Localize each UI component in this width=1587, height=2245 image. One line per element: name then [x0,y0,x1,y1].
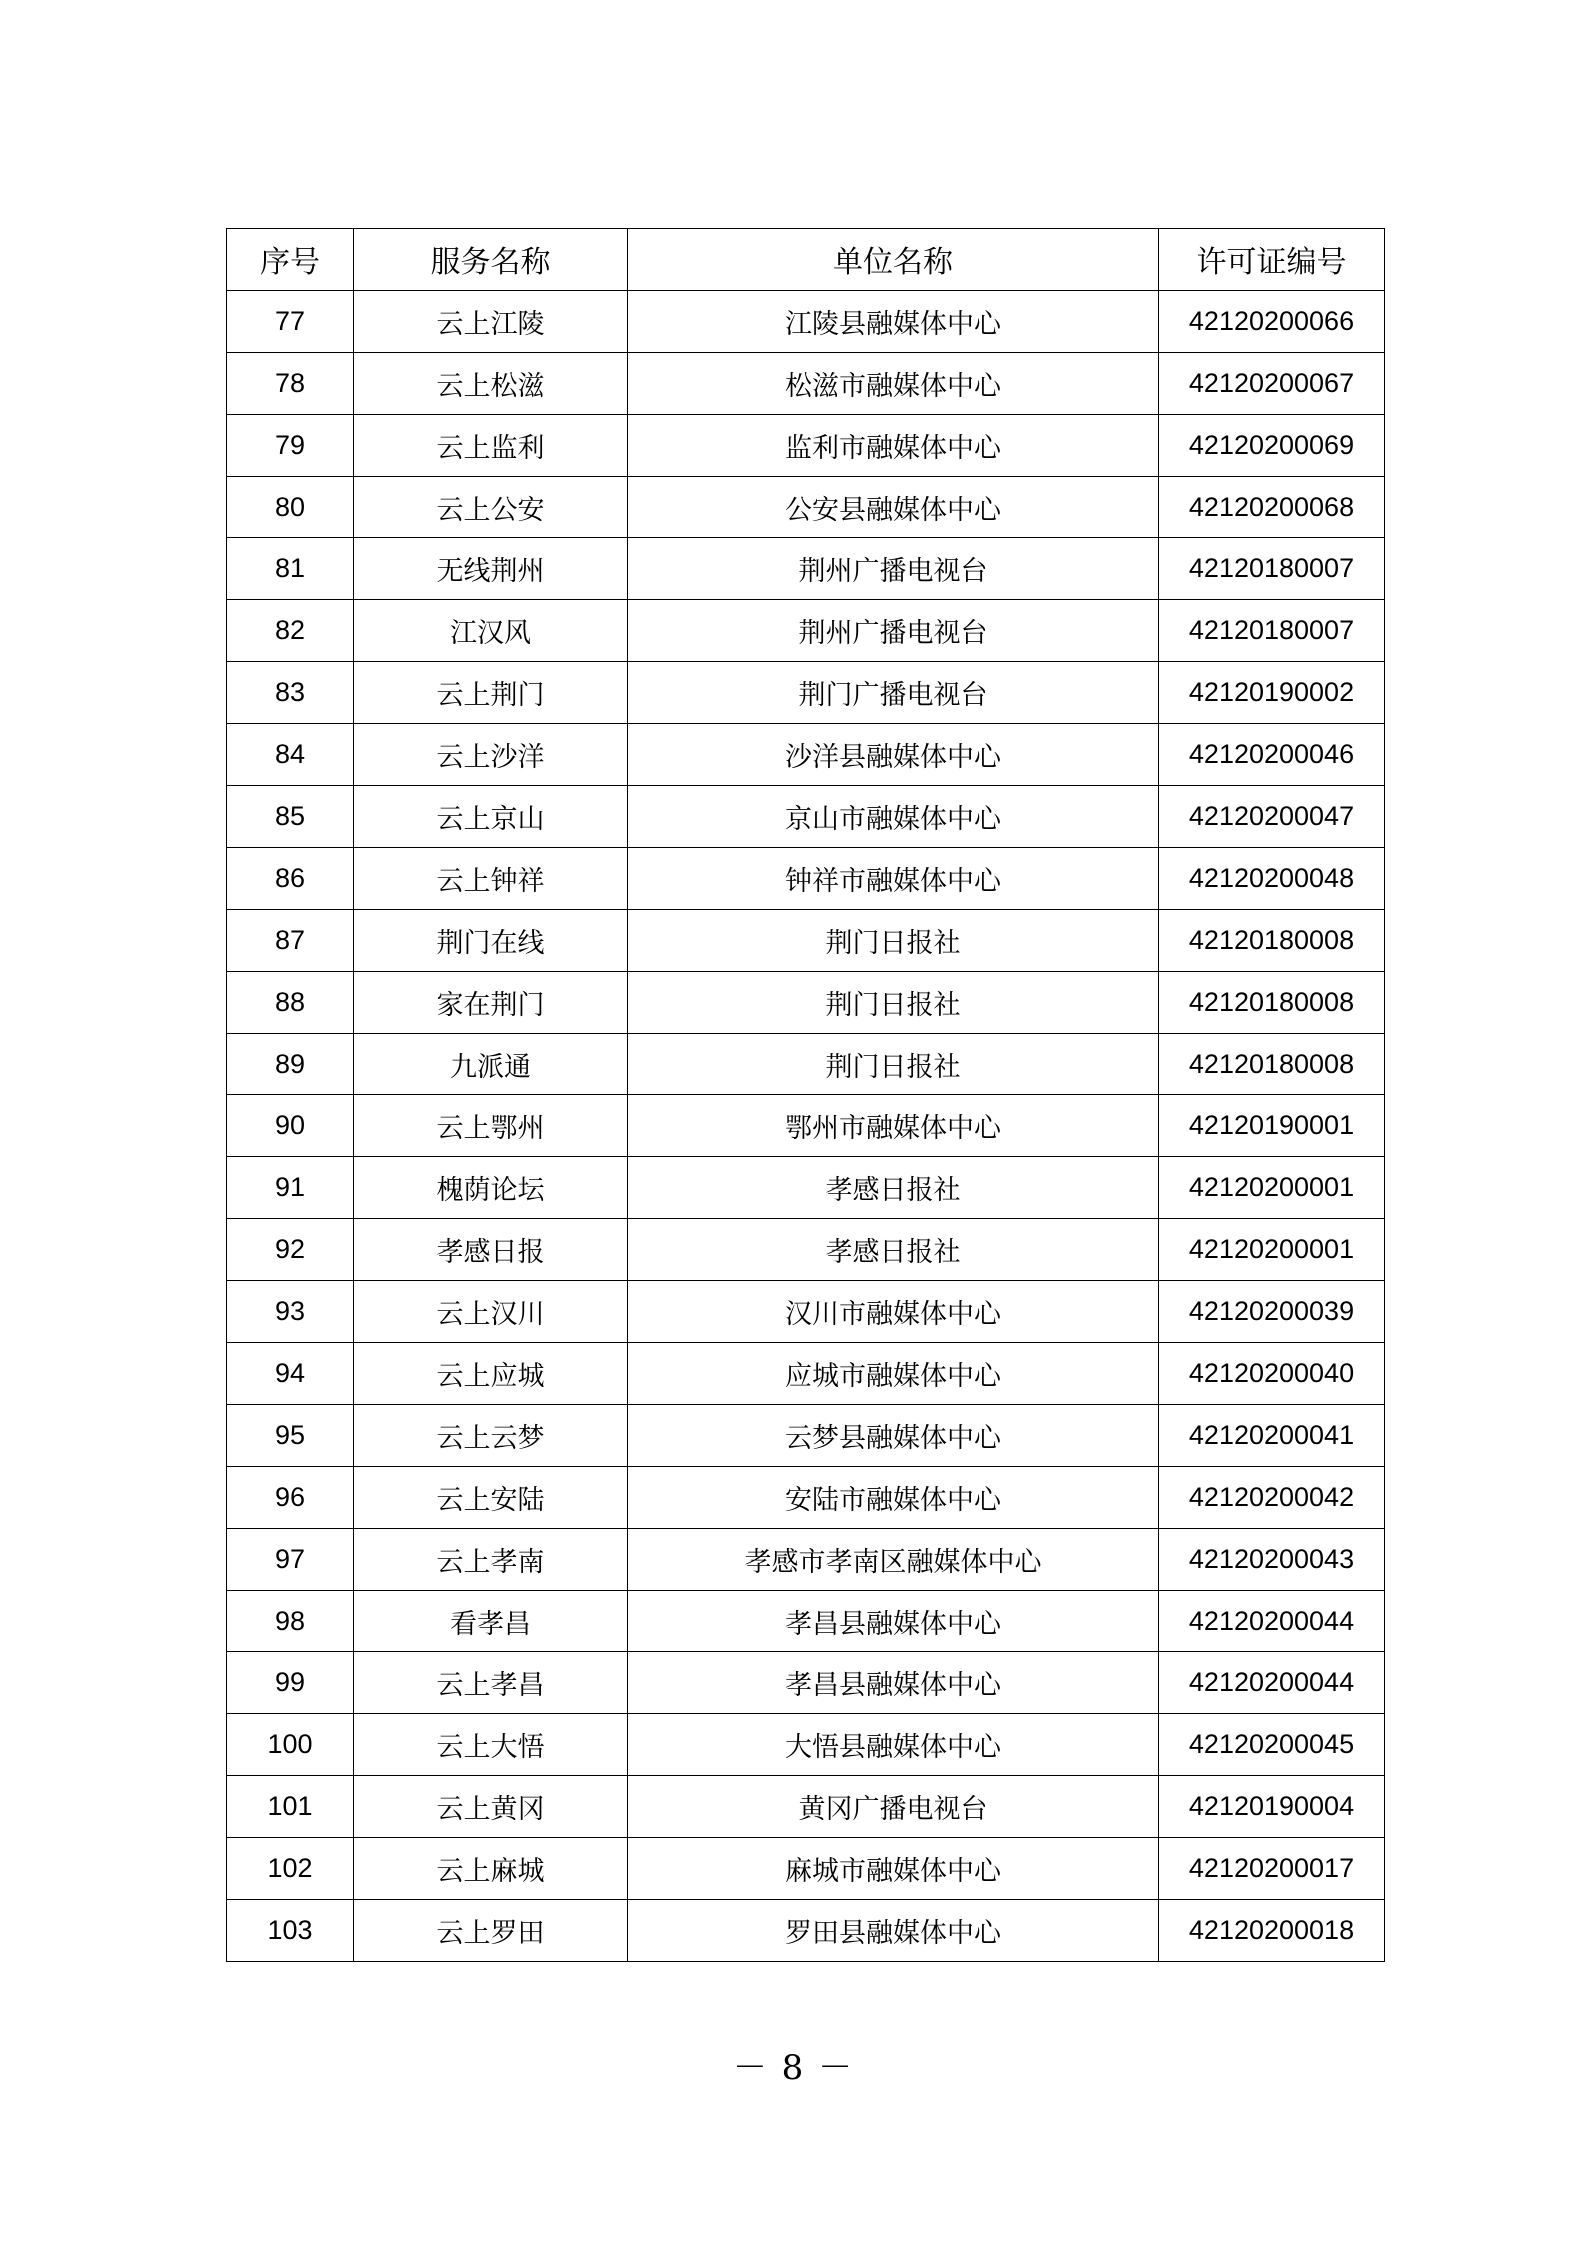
cell-license-number: 42120200045 [1159,1714,1385,1776]
cell-unit-name: 孝昌县融媒体中心 [628,1652,1159,1714]
cell-license-number: 42120200039 [1159,1281,1385,1343]
cell-license-number: 42120200001 [1159,1157,1385,1219]
cell-service-name: 九派通 [354,1033,628,1095]
table-row [227,352,1385,414]
cell-unit-name: 罗田县融媒体中心 [628,1900,1159,1962]
cell-serial-number: 82 [227,600,354,662]
cell-service-name: 荆门在线 [354,909,628,971]
cell-service-name: 无线荆州 [354,538,628,600]
license-table [226,228,1385,1962]
cell-service-name: 江汉风 [354,600,628,662]
cell-serial-number: 90 [227,1095,354,1157]
cell-license-number: 42120200044 [1159,1652,1385,1714]
cell-license-number: 42120180008 [1159,1033,1385,1095]
cell-serial-number: 96 [227,1466,354,1528]
table-row [227,1157,1385,1219]
table-row [227,1343,1385,1405]
cell-service-name: 云上云梦 [354,1404,628,1466]
cell-unit-name: 京山市融媒体中心 [628,786,1159,848]
cell-serial-number: 85 [227,786,354,848]
cell-license-number: 42120200043 [1159,1528,1385,1590]
table-row [227,1714,1385,1776]
table-row [227,1838,1385,1900]
cell-serial-number: 80 [227,476,354,538]
cell-serial-number: 92 [227,1219,354,1281]
cell-license-number: 42120200068 [1159,476,1385,538]
cell-serial-number: 83 [227,662,354,724]
cell-unit-name: 黄冈广播电视台 [628,1776,1159,1838]
cell-unit-name: 沙洋县融媒体中心 [628,724,1159,786]
cell-unit-name: 孝感日报社 [628,1157,1159,1219]
cell-serial-number: 93 [227,1281,354,1343]
table-row [227,1281,1385,1343]
cell-unit-name: 麻城市融媒体中心 [628,1838,1159,1900]
cell-serial-number: 86 [227,847,354,909]
cell-unit-name: 孝感日报社 [628,1219,1159,1281]
cell-unit-name: 安陆市融媒体中心 [628,1466,1159,1528]
cell-license-number: 42120200067 [1159,352,1385,414]
table-row [227,1652,1385,1714]
table-row [227,662,1385,724]
cell-service-name: 看孝昌 [354,1590,628,1652]
cell-service-name: 云上钟祥 [354,847,628,909]
cell-license-number: 42120200044 [1159,1590,1385,1652]
cell-service-name: 云上大悟 [354,1714,628,1776]
header-unit-name: 单位名称 [628,229,1159,291]
table-row [227,414,1385,476]
table-row [227,1219,1385,1281]
cell-service-name: 槐荫论坛 [354,1157,628,1219]
cell-service-name: 云上罗田 [354,1900,628,1962]
table-row [227,600,1385,662]
cell-license-number: 42120180007 [1159,600,1385,662]
cell-license-number: 42120200066 [1159,290,1385,352]
cell-serial-number: 89 [227,1033,354,1095]
table-row [227,1528,1385,1590]
table-row [227,1900,1385,1962]
cell-unit-name: 大悟县融媒体中心 [628,1714,1159,1776]
header-license-number: 许可证编号 [1159,229,1385,291]
cell-unit-name: 公安县融媒体中心 [628,476,1159,538]
cell-serial-number: 100 [227,1714,354,1776]
table-row [227,1590,1385,1652]
table-row [227,1776,1385,1838]
cell-unit-name: 荆州广播电视台 [628,538,1159,600]
cell-license-number: 42120190002 [1159,662,1385,724]
table-row [227,786,1385,848]
cell-serial-number: 103 [227,1900,354,1962]
cell-serial-number: 97 [227,1528,354,1590]
cell-service-name: 云上江陵 [354,290,628,352]
cell-unit-name: 荆门日报社 [628,909,1159,971]
cell-service-name: 云上松滋 [354,352,628,414]
table-row [227,971,1385,1033]
cell-license-number: 42120200047 [1159,786,1385,848]
cell-service-name: 云上沙洋 [354,724,628,786]
cell-service-name: 云上京山 [354,786,628,848]
table-row [227,476,1385,538]
cell-license-number: 42120200048 [1159,847,1385,909]
cell-serial-number: 91 [227,1157,354,1219]
header-service-name: 服务名称 [354,229,628,291]
cell-service-name: 云上黄冈 [354,1776,628,1838]
cell-license-number: 42120200046 [1159,724,1385,786]
cell-serial-number: 102 [227,1838,354,1900]
cell-license-number: 42120200069 [1159,414,1385,476]
cell-service-name: 云上孝南 [354,1528,628,1590]
cell-service-name: 孝感日报 [354,1219,628,1281]
cell-unit-name: 汉川市融媒体中心 [628,1281,1159,1343]
table-row [227,847,1385,909]
cell-license-number: 42120180008 [1159,909,1385,971]
page-number: － 8 － [732,2048,855,2088]
table-row [227,1095,1385,1157]
cell-serial-number: 87 [227,909,354,971]
table-body [227,290,1385,1961]
cell-unit-name: 云梦县融媒体中心 [628,1404,1159,1466]
cell-license-number: 42120200042 [1159,1466,1385,1528]
table-row [227,1033,1385,1095]
cell-service-name: 云上荆门 [354,662,628,724]
cell-unit-name: 荆门广播电视台 [628,662,1159,724]
cell-license-number: 42120200040 [1159,1343,1385,1405]
cell-unit-name: 江陵县融媒体中心 [628,290,1159,352]
cell-service-name: 云上监利 [354,414,628,476]
cell-serial-number: 79 [227,414,354,476]
cell-unit-name: 孝感市孝南区融媒体中心 [628,1528,1159,1590]
cell-license-number: 42120200041 [1159,1404,1385,1466]
cell-unit-name: 松滋市融媒体中心 [628,352,1159,414]
cell-serial-number: 94 [227,1343,354,1405]
cell-serial-number: 101 [227,1776,354,1838]
table-row [227,538,1385,600]
table-row [227,724,1385,786]
cell-serial-number: 88 [227,971,354,1033]
table-row [227,290,1385,352]
cell-serial-number: 81 [227,538,354,600]
cell-unit-name: 孝昌县融媒体中心 [628,1590,1159,1652]
cell-serial-number: 78 [227,352,354,414]
table-row [227,1404,1385,1466]
cell-service-name: 云上公安 [354,476,628,538]
cell-license-number: 42120200001 [1159,1219,1385,1281]
cell-serial-number: 98 [227,1590,354,1652]
cell-license-number: 42120200017 [1159,1838,1385,1900]
table-header-row [227,229,1385,291]
cell-unit-name: 荆门日报社 [628,971,1159,1033]
cell-service-name: 云上鄂州 [354,1095,628,1157]
cell-unit-name: 荆州广播电视台 [628,600,1159,662]
cell-unit-name: 监利市融媒体中心 [628,414,1159,476]
cell-service-name: 云上安陆 [354,1466,628,1528]
table-row [227,1466,1385,1528]
cell-license-number: 42120200018 [1159,1900,1385,1962]
cell-service-name: 云上应城 [354,1343,628,1405]
cell-serial-number: 77 [227,290,354,352]
cell-unit-name: 荆门日报社 [628,1033,1159,1095]
cell-service-name: 云上孝昌 [354,1652,628,1714]
cell-license-number: 42120190004 [1159,1776,1385,1838]
cell-serial-number: 95 [227,1404,354,1466]
cell-license-number: 42120180007 [1159,538,1385,600]
cell-service-name: 家在荆门 [354,971,628,1033]
cell-unit-name: 鄂州市融媒体中心 [628,1095,1159,1157]
table-row [227,909,1385,971]
cell-service-name: 云上汉川 [354,1281,628,1343]
header-serial-number: 序号 [227,229,354,291]
cell-license-number: 42120180008 [1159,971,1385,1033]
cell-license-number: 42120190001 [1159,1095,1385,1157]
cell-serial-number: 84 [227,724,354,786]
cell-serial-number: 99 [227,1652,354,1714]
cell-service-name: 云上麻城 [354,1838,628,1900]
cell-unit-name: 钟祥市融媒体中心 [628,847,1159,909]
cell-unit-name: 应城市融媒体中心 [628,1343,1159,1405]
